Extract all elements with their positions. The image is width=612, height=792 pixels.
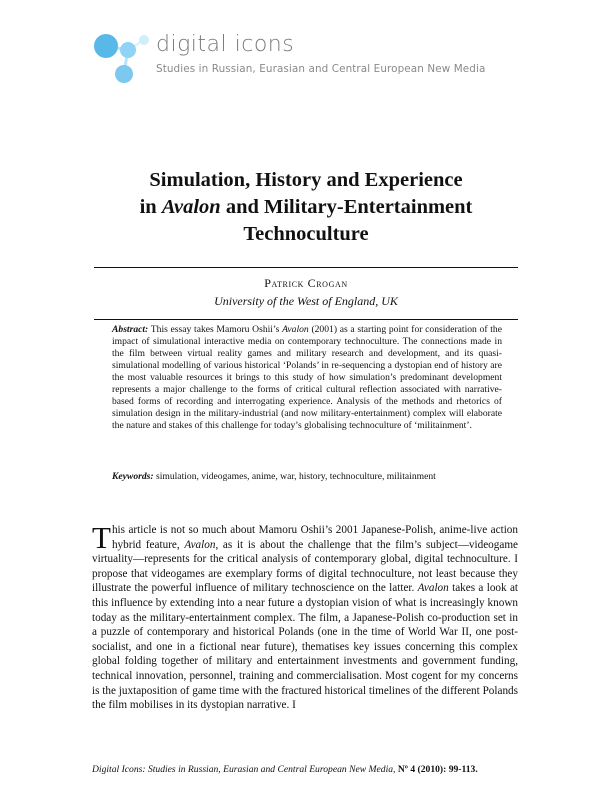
logo-circle-tiny — [139, 35, 149, 45]
journal-logo — [92, 28, 492, 88]
title-rule-top — [94, 267, 518, 268]
author-affiliation: University of the West of England, UK — [214, 294, 398, 308]
body-text: This article is not so much about Mamoru Oshii’s 2001 Japanese-Polish, anime-live action hybrid feature, Avalon, as it is about the challenge that the film’s subject—videogame virtuality—represents for the critical analysis of contemporary global, digital technoculture. I propose that videogames are exemplary forms of digital technoculture, not least because they illustrate the powerful influence of military technoscience on the latter. Avalon takes a look at this influence by extending into a near future a dystopian vision of what is increasingly known today as the military-entertainment complex. The film, a Japanese-Polish co-production set in a puzzle of contemporary and historical Polands (one in the time of World War II, one post-socialist, and one in a fictional near future), thematises key issues concerning this complex global folding together of military and entertainment investments and government funding, technical innovation, personnel, training and commercialisation. Most cogent for my concerns is the juxtaposition of game time with the fractured historical timelines of the different Polands the film mobilises in its dystopian narrative. I — [92, 520, 519, 712]
logo-subtitle: Studies in Russian, Eurasian and Central European New Media — [156, 63, 486, 75]
molecule-logo-icon — [92, 28, 156, 88]
abstract-text-before: This essay takes Mamoru Oshii’s — [150, 324, 280, 335]
keywords — [112, 471, 502, 483]
abstract — [112, 324, 502, 432]
author-name: Patrick Crogan — [264, 276, 348, 290]
title-rule-bottom — [94, 319, 518, 320]
body-film-1: Avalon — [184, 538, 216, 551]
footer-journal: Digital Icons: Studies in Russian, Eurasian and Central European New Media, — [92, 764, 396, 775]
article-title — [92, 167, 520, 248]
logo-title: digital icons — [156, 32, 295, 57]
abstract-label: Abstract: — [112, 324, 149, 335]
title-line-2: in Avalon and Military-Entertainment — [139, 196, 473, 218]
drop-cap: T — [92, 520, 111, 555]
title-line-3: Technoculture — [243, 223, 369, 245]
keywords-label: Keywords: — [112, 471, 154, 482]
logo-circle-small — [115, 65, 133, 83]
abstract-film: Avalon — [282, 324, 309, 335]
body-film-2: Avalon — [417, 582, 449, 595]
keywords-text: simulation, videogames, anime, war, history, technoculture, militainment — [155, 471, 436, 482]
page-footer — [92, 764, 518, 775]
abstract-text-after: (2001) as a starting point for consideration of the impact of simulational interactive media on contemporary technoculture. The connections made in the film between virtual reality games and military research and development, and its quasi-simulational modelling of various historical ‘Polands’ in re-sequencing a dystopian end of history are the most valuable resources it brings to this study of how simulation’s predominant development represents a major challenge to the forms of critical cultural reflection associated with narrative-based forms of recording and interrogating experience. Analysis of the methods and rhetorics of simulation design in the military-industrial (and now military-entertainment) complex will elaborate the nature and stakes of this challenge for today’s globalising technoculture of ‘militainment’. — [112, 324, 502, 432]
title-film-name: Avalon — [161, 196, 221, 218]
title-line-1: Simulation, History and Experience — [149, 169, 463, 191]
logo-circle-large — [94, 34, 118, 58]
footer-issue: Nº 4 (2010): 99-113. — [397, 764, 478, 775]
logo-circle-mid — [120, 42, 136, 58]
